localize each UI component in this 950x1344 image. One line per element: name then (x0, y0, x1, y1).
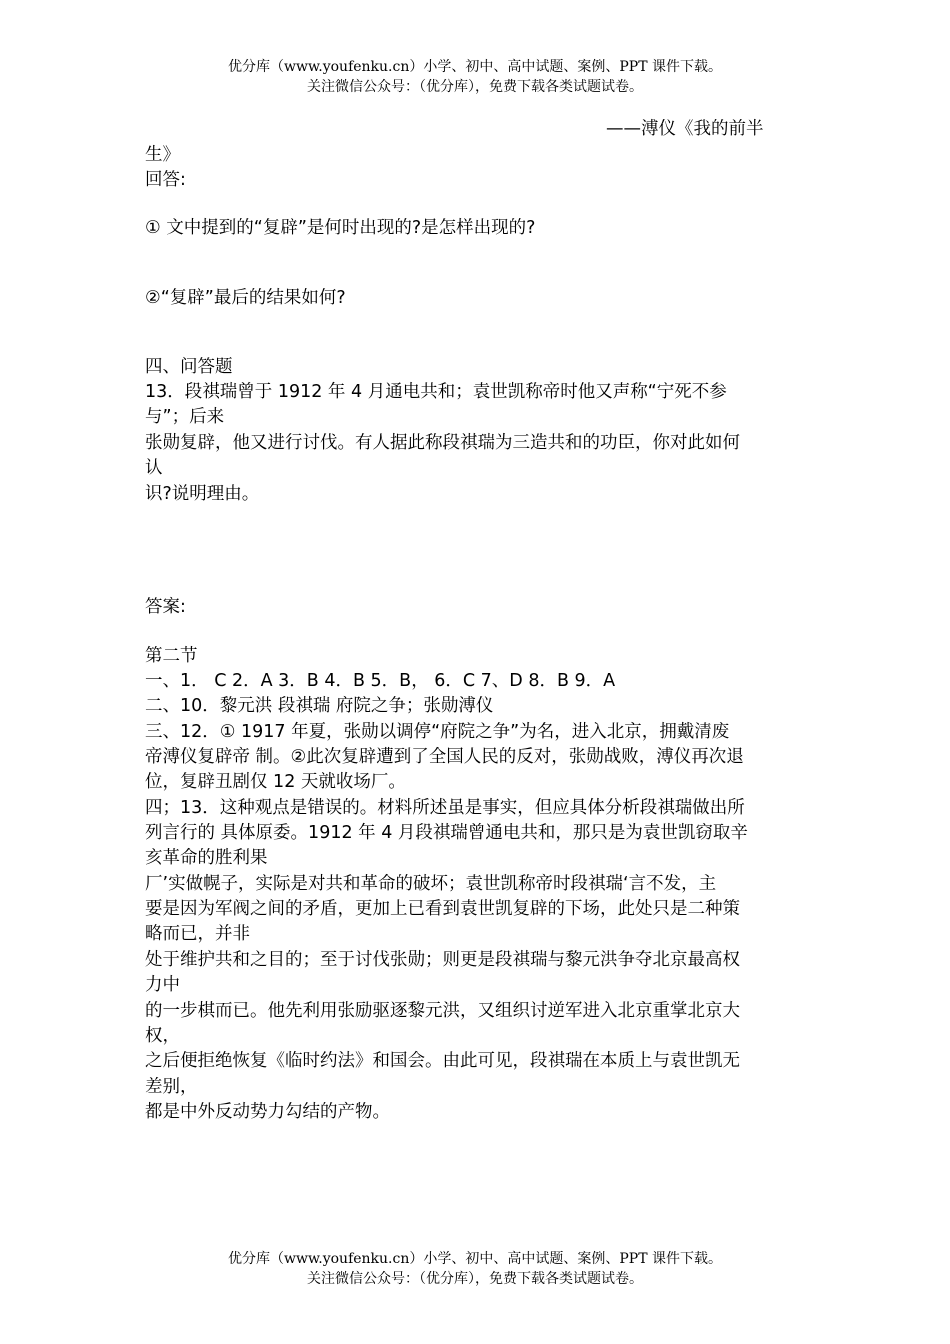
footer-line-2: 关注微信公众号：（优分库），免费下载各类试题试卷。 (307, 1271, 643, 1287)
header-line-2: 关注微信公众号：（优分库），免费下载各类试题试卷。 (307, 79, 643, 95)
question-2: ②“复辟”最后的结果如何? (145, 288, 346, 308)
answer-line: 帝溥仪复辟帝 制。②此次复辟遭到了全国人民的反对，张勋战败，溥仪再次退 (145, 747, 744, 767)
answer-line: 差别， (145, 1077, 198, 1097)
reply-label: 回答: (145, 170, 186, 190)
answer-line: 二、10．黎元洪 段祺瑞 府院之争；张勋溥仪 (145, 696, 494, 716)
q13-line: 与”；后来 (145, 407, 225, 427)
answer-line: 权， (145, 1026, 180, 1046)
answer-line: 四；13．这种观点是错误的。材料所述虽是事实，但应具体分析段祺瑞做出所 (145, 798, 745, 818)
q13-line: 13．段祺瑞曾于 1912 年 4 月通电共和；袁世凯称帝时他又声称“宁死不参 (145, 382, 727, 402)
footer-line-1: 优分库（www.youfenku.cn）小学、初中、高中试题、案例、PPT 课件下载。 (227, 1251, 722, 1267)
answer-line: 亥革命的胜利果 (145, 848, 268, 868)
source-citation-continued: 生》 (145, 145, 180, 165)
answer-line: 一、1． C 2．A 3．B 4．B 5．B， 6．C 7、D 8．B 9．A (145, 671, 616, 691)
answer-line: 列言行的 具体原委。1912 年 4 月段祺瑞曾通电共和，那只是为袁世凯窃取辛 (145, 823, 748, 843)
answer-line: 要是因为军阀之间的矛盾，更加上已看到袁世凯复辟的下场，此处只是二种策 (145, 899, 740, 919)
header-line-1: 优分库（www.youfenku.cn）小学、初中、高中试题、案例、PPT 课件下载。 (227, 59, 722, 75)
answer-line: 略而已，并非 (145, 924, 250, 944)
answer-line: 处于维护共和之目的；至于讨伐张勋；则更是段祺瑞与黎元洪争夺北京最高权 (145, 950, 740, 970)
page-header (0, 57, 950, 97)
answer-line: 之后便拒绝恢复《临时约法》和国会。由此可见，段祺瑞在本质上与袁世凯无 (145, 1051, 740, 1071)
answer-line: 力中 (145, 975, 180, 995)
answer-line: 三、12．① 1917 年夏，张勋以调停“府院之争”为名，进入北京，拥戴清废 (145, 722, 730, 742)
source-citation: ——溥仪《我的前半 (606, 119, 764, 139)
page-footer (0, 1249, 950, 1289)
answer-line: 厂’实做幌子，实际是对共和革命的破坏；袁世凯称帝时段祺瑞‘言不发，主 (145, 874, 717, 894)
answers-section: 第二节 (145, 646, 198, 666)
answers-label: 答案: (145, 597, 186, 617)
answer-line: 的一步棋而已。他先利用张励驱逐黎元洪，又组织讨逆军进入北京重掌北京大 (145, 1001, 740, 1021)
section-4-title: 四、问答题 (145, 357, 233, 377)
q13-line: 认 (145, 458, 163, 478)
answer-line: 位，复辟丑剧仅 12 天就收场厂。 (145, 772, 406, 792)
answer-line: 都是中外反动势力勾结的产物。 (145, 1102, 390, 1122)
q13-line: 识?说明理由。 (145, 484, 260, 504)
q13-line: 张勋复辟，他又进行讨伐。有人据此称段祺瑞为三造共和的功臣，你对此如何 (145, 433, 740, 453)
question-1: ① 文中提到的“复辟”是何时出现的?是怎样出现的? (145, 218, 536, 238)
